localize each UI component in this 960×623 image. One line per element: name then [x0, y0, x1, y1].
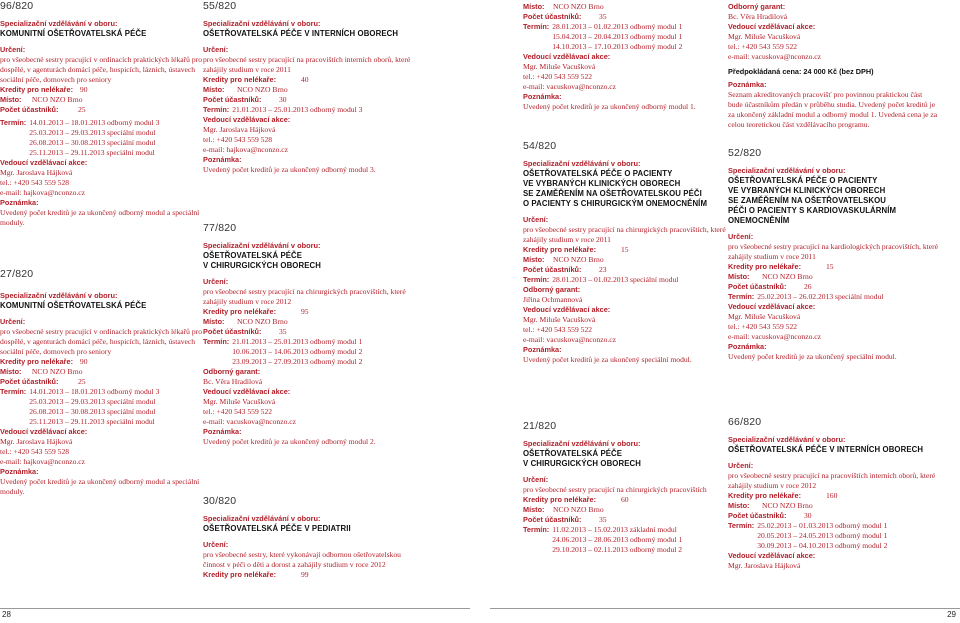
footer-rule-right — [490, 608, 960, 609]
spec-label: Specializační vzdělávání v oboru: — [203, 514, 321, 523]
term-label: Termín: — [203, 337, 230, 346]
term-label: Termín: — [203, 105, 230, 114]
purpose-text: pro všeobecné sestry pracující na chirurgických pracovištích, které zahájily studium v roce 2011 — [523, 225, 726, 244]
course-66 — [728, 416, 938, 571]
guarantor-name: Bc. Věra Hradilová — [728, 12, 788, 21]
course-title: V CHIRURGICKÝCH OBORECH — [523, 459, 641, 468]
term-date: 23.09.2013 – 27.09.2013 odborný modul 2 — [232, 357, 363, 366]
credits-label: Kredity pro nelékaře: — [0, 357, 73, 366]
note-label: Poznámka: — [728, 342, 767, 351]
guarantor-label: Odborný garant: — [203, 367, 261, 376]
participants-label: Počet účastníků: — [203, 95, 262, 104]
place-value: NCO NZO Brno — [553, 2, 604, 11]
lead-label: Vedoucí vzdělávací akce: — [728, 302, 816, 311]
course-title: PÉČI O PACIENTY S KARDIOVASKULÁRNÍM — [728, 206, 897, 215]
lead-name: Mgr. Miluše Vacušková — [523, 315, 596, 324]
course-code: 30/820 — [203, 495, 237, 507]
spec-label: Specializační vzdělávání v oboru: — [728, 435, 846, 444]
course-title: OŠETŘOVATELSKÁ PÉČE V INTERNÍCH OBORECH — [203, 29, 399, 38]
course-title: O PACIENTY S CHIRURGICKÝM ONEMOCNĚNÍM — [523, 199, 708, 208]
course-code: 77/820 — [203, 222, 237, 234]
note-label: Poznámka: — [523, 92, 562, 101]
participants-value: 25 — [78, 377, 86, 386]
purpose-text: pro všeobecné sestry pracující na pracovištích interních oborů, které zahájily studium v roce 2011 — [203, 55, 411, 74]
page-number-right: 29 — [947, 610, 956, 619]
participants-label: Počet účastníků: — [728, 511, 787, 520]
note-text: Uvedený počet kreditů je za ukončený odborný modul 1. — [523, 102, 696, 111]
lead-email: e-mail: vacuskova@nconzo.cz — [523, 82, 617, 91]
lead-label: Vedoucí vzdělávací akce: — [523, 305, 611, 314]
course-title: KOMUNITNÍ OŠETŘOVATELSKÁ PÉČE — [0, 29, 147, 38]
course-title: V CHIRURGICKÝCH OBORECH — [203, 261, 321, 270]
participants-label: Počet účastníků: — [0, 105, 59, 114]
purpose-label: Určení: — [523, 475, 549, 484]
lead-name: Mgr. Jaroslava Hájková — [0, 168, 73, 177]
lead-label: Vedoucí vzdělávací akce: — [523, 52, 611, 61]
term-label: Termín: — [728, 521, 755, 530]
term-date: 21.01.2013 – 25.01.2013 odborný modul 1 — [232, 337, 363, 346]
page-number-left: 28 — [2, 610, 11, 619]
term-date: 25.11.2013 – 29.11.2013 speciální modul — [29, 417, 155, 426]
place-label: Místo: — [0, 367, 22, 376]
course-52 — [728, 147, 938, 362]
lead-email: e-mail: vacuskova@nconzo.cz — [523, 335, 617, 344]
lead-name: Mgr. Jaroslava Hájková — [728, 561, 801, 570]
guarantor-name: Jiřina Ochmannová — [523, 295, 583, 304]
term-date: 25.03.2013 – 29.03.2013 speciální modul — [29, 128, 156, 137]
purpose-text: pro všeobecné sestry pracující v ordinacích praktických lékařů pro dospělé, v agenturách domácí péče, hospicích, lázních, ústavech sociální péče, domovech pro seniory — [0, 327, 202, 356]
note-label: Poznámka: — [203, 155, 242, 164]
credits-label: Kredity pro nelékaře: — [0, 85, 73, 94]
course-30 — [203, 495, 423, 580]
course-title: KOMUNITNÍ OŠETŘOVATELSKÁ PÉČE — [0, 301, 147, 310]
course-54 — [523, 140, 743, 365]
term-date: 11.02.2013 – 15.02.2013 základní modul — [552, 525, 677, 534]
term-date: 25.03.2013 – 29.03.2013 speciální modul — [29, 397, 156, 406]
lead-name: Mgr. Miluše Vacušková — [728, 312, 801, 321]
course-27 — [0, 268, 220, 497]
footer-rule-left — [0, 608, 470, 609]
purpose-label: Určení: — [523, 215, 549, 224]
credits-value: 90 — [79, 85, 88, 94]
place-value: NCO NZO Brno — [553, 505, 604, 514]
participants-value: 26 — [804, 282, 812, 291]
term-label: Termín: — [0, 118, 27, 127]
note-text: Uvedený počet kreditů je za ukončený odborný modul a speciální moduly. — [0, 208, 200, 227]
lead-phone: tel.: +420 543 559 528 — [0, 447, 70, 456]
term-date: 20.05.2013 – 24.05.2013 odborný modul 1 — [757, 531, 888, 540]
course-code: 66/820 — [728, 416, 762, 428]
lead-name: Mgr. Jaroslava Hájková — [203, 125, 276, 134]
note-label: Poznámka: — [0, 198, 39, 207]
participants-label: Počet účastníků: — [728, 282, 787, 291]
course-code: 52/820 — [728, 147, 762, 159]
place-label: Místo: — [523, 505, 545, 514]
purpose-label: Určení: — [728, 232, 754, 241]
participants-value: 35 — [279, 327, 287, 336]
credits-value: 95 — [301, 307, 309, 316]
purpose-text: pro všeobecné sestry pracující v ordinacích praktických lékařů pro dospělé, v agenturách domácí péče, hospicích, lázních, ústavech sociální péče, domovech pro seniory — [0, 55, 202, 84]
credits-value: 160 — [826, 491, 838, 500]
lead-phone: tel.: +420 543 559 522 — [523, 325, 593, 334]
term-label: Termín: — [523, 525, 550, 534]
note-label: Poznámka: — [203, 427, 242, 436]
participants-value: 35 — [599, 12, 607, 21]
guarantor-label: Odborný garant: — [728, 2, 786, 11]
purpose-label: Určení: — [728, 461, 754, 470]
place-label: Místo: — [203, 317, 225, 326]
purpose-text: pro všeobecné sestry pracující na chirurgických pracovištích — [523, 485, 707, 494]
purpose-text: pro všeobecné sestry pracující na kardiologických pracovištích, které zahájily studium v roce 2011 — [728, 242, 939, 261]
course-code: 55/820 — [203, 0, 237, 12]
lead-email: e-mail: hajkova@nconzo.cz — [0, 457, 86, 466]
course-title: OŠETŘOVATELSKÁ PÉČE V INTERNÍCH OBORECH — [728, 445, 924, 454]
term-date: 26.08.2013 – 30.08.2013 speciální modul — [29, 138, 156, 147]
note-label: Poznámka: — [0, 467, 39, 476]
term-date: 21.01.2013 – 25.01.2013 odborný modul 3 — [232, 105, 363, 114]
term-label: Termín: — [523, 22, 550, 31]
note-text: Uvedený počet kreditů je za ukončený odborný modul 2. — [203, 437, 376, 446]
lead-phone: tel.: +420 543 559 522 — [203, 407, 273, 416]
course-code: 54/820 — [523, 140, 557, 152]
lead-phone: tel.: +420 543 559 522 — [728, 42, 798, 51]
term-date: 14.10.2013 – 17.10.2013 odborný modul 2 — [552, 42, 683, 51]
course-21 — [523, 420, 743, 555]
spec-label: Specializační vzdělávání v oboru: — [523, 159, 641, 168]
purpose-text: pro všeobecné sestry pracující na chirurgických pracovištích, které zahájily studium v roce 2012 — [203, 287, 406, 306]
credits-label: Kredity pro nelékaře: — [523, 245, 596, 254]
place-label: Místo: — [728, 501, 750, 510]
course-title: OŠETŘOVATELSKÁ PÉČE O PACIENTY — [728, 176, 878, 185]
lead-email: e-mail: vacuskova@nconzo.cz — [203, 417, 297, 426]
course-title: OŠETŘOVATELSKÁ PÉČE O PACIENTY — [523, 169, 673, 178]
credits-value: 15 — [826, 262, 834, 271]
purpose-label: Určení: — [203, 277, 229, 286]
lead-name: Mgr. Jaroslava Hájková — [0, 437, 73, 446]
place-label: Místo: — [203, 85, 225, 94]
term-date: 14.01.2013 – 18.01.2013 odborný modul 3 — [29, 387, 160, 396]
lead-email: e-mail: hajkova@nconzo.cz — [0, 188, 86, 197]
lead-phone: tel.: +420 543 559 528 — [203, 135, 273, 144]
lead-phone: tel.: +420 543 559 528 — [0, 178, 70, 187]
course-title: OŠETŘOVATELSKÁ PÉČE — [523, 449, 623, 458]
term-date: 25.11.2013 – 29.11.2013 speciální modul — [29, 148, 155, 157]
place-value: NCO NZO Brno — [31, 95, 83, 104]
course-title: SE ZAMĚŘENÍM NA OŠETŘOVATELSKOU — [728, 196, 887, 205]
participants-value: 30 — [804, 511, 812, 520]
participants-value: 30 — [279, 95, 287, 104]
note-text: Uvedený počet kreditů je za ukončený odborný modul a speciální moduly. — [0, 477, 200, 496]
course-title: VE VYBRANÝCH KLINICKÝCH OBORECH — [728, 186, 886, 195]
note-label: Poznámka: — [728, 80, 767, 89]
course-77 — [203, 222, 423, 447]
price-text: Předpokládaná cena: 24 000 Kč (bez DPH) — [728, 67, 874, 76]
purpose-label: Určení: — [0, 317, 26, 326]
credits-label: Kredity pro nelékaře: — [203, 307, 276, 316]
course-title: ONEMOCNĚNÍM — [728, 216, 790, 225]
note-text: Seznam akreditovaných pracovišť pro povinnou praktickou část bude účastníkům předán v průběhu studia. Uvedený počet kreditů je za ukončený základní modul a odborný modul 1. Uvedená cena je za celou teoretickou část vzdělávacího programu. — [728, 90, 938, 129]
course-title: VE VYBRANÝCH KLINICKÝCH OBORECH — [523, 179, 681, 188]
lead-label: Vedoucí vzdělávací akce: — [0, 158, 88, 167]
participants-value: 25 — [78, 105, 86, 114]
lead-label: Vedoucí vzdělávací akce: — [203, 387, 291, 396]
term-date: 28.01.2013 – 01.02.2013 speciální modul — [552, 275, 679, 284]
participants-label: Počet účastníků: — [0, 377, 59, 386]
lead-email: e-mail: hajkova@nconzo.cz — [203, 145, 289, 154]
term-date: 30.09.2013 – 04.10.2013 odborný modul 2 — [757, 541, 888, 550]
term-date: 26.08.2013 – 30.08.2013 speciální modul — [29, 407, 156, 416]
note-text: Uvedený počet kreditů je za ukončený speciální modul. — [728, 352, 897, 361]
purpose-label: Určení: — [0, 45, 26, 54]
course-title: SE ZAMĚŘENÍM NA OŠETŘOVATELSKOU PÉČI — [523, 189, 702, 198]
credits-value: 60 — [621, 495, 629, 504]
place-label: Místo: — [728, 272, 750, 281]
participants-label: Počet účastníků: — [523, 12, 582, 21]
lead-label: Vedoucí vzdělávací akce: — [728, 22, 816, 31]
spec-label: Specializační vzdělávání v oboru: — [0, 19, 118, 28]
place-value: NCO NZO Brno — [762, 501, 813, 510]
note-text: Uvedený počet kreditů je za ukončený odborný modul 3. — [203, 165, 376, 174]
credits-label: Kredity pro nelékaře: — [728, 491, 801, 500]
lead-name: Mgr. Miluše Vacušková — [203, 397, 276, 406]
participants-label: Počet účastníků: — [523, 265, 582, 274]
note-label: Poznámka: — [523, 345, 562, 354]
purpose-label: Určení: — [203, 45, 229, 54]
term-date: 14.01.2013 – 18.01.2013 odborný modul 3 — [29, 118, 160, 127]
purpose-text: pro všeobecné sestry pracující na pracovištích interních oborů, které zahájily studium v roce 2012 — [728, 471, 936, 490]
credits-label: Kredity pro nelékaře: — [523, 495, 596, 504]
course-continued-2 — [728, 2, 938, 130]
note-text: Uvedený počet kreditů je za ukončený speciální modul. — [523, 355, 692, 364]
credits-label: Kredity pro nelékaře: — [203, 570, 276, 579]
credits-value: 90 — [79, 357, 88, 366]
place-label: Místo: — [0, 95, 22, 104]
course-code: 96/820 — [0, 0, 34, 12]
guarantor-name: Bc. Věra Hradilová — [203, 377, 263, 386]
lead-phone: tel.: +420 543 559 522 — [523, 72, 593, 81]
lead-label: Vedoucí vzdělávací akce: — [203, 115, 291, 124]
guarantor-label: Odborný garant: — [523, 285, 581, 294]
credits-value: 99 — [301, 570, 309, 579]
course-96 — [0, 0, 220, 228]
spec-label: Specializační vzdělávání v oboru: — [0, 291, 118, 300]
spec-label: Specializační vzdělávání v oboru: — [728, 166, 846, 175]
term-label: Termín: — [728, 292, 755, 301]
purpose-text: pro všeobecné sestry, které vykonávají odbornou ošetřovatelskou činnost v péči o děti a dorost a zahájily studium v roce 2012 — [203, 550, 401, 569]
place-value: NCO NZO Brno — [31, 367, 83, 376]
term-date: 24.06.2013 – 28.06.2013 odborný modul 1 — [552, 535, 683, 544]
term-label: Termín: — [523, 275, 550, 284]
course-code: 27/820 — [0, 268, 34, 280]
place-value: NCO NZO Brno — [237, 317, 288, 326]
place-value: NCO NZO Brno — [237, 85, 288, 94]
course-title: OŠETŘOVATELSKÁ PÉČE — [203, 251, 303, 260]
lead-phone: tel.: +420 543 559 522 — [728, 322, 798, 331]
participants-label: Počet účastníků: — [203, 327, 262, 336]
spec-label: Specializační vzdělávání v oboru: — [203, 241, 321, 250]
participants-label: Počet účastníků: — [523, 515, 582, 524]
course-code: 21/820 — [523, 420, 557, 432]
participants-value: 35 — [599, 515, 607, 524]
lead-label: Vedoucí vzdělávací akce: — [0, 427, 88, 436]
lead-name: Mgr. Miluše Vacušková — [523, 62, 596, 71]
course-title: OŠETŘOVATELSKÁ PÉČE V PEDIATRII — [203, 524, 351, 533]
purpose-label: Určení: — [203, 540, 229, 549]
lead-email: e-mail: vacuskova@nconzo.cz — [728, 332, 822, 341]
term-date: 25.02.2013 – 26.02.2013 speciální modul — [757, 292, 884, 301]
lead-label: Vedoucí vzdělávací akce: — [728, 551, 816, 560]
place-label: Místo: — [523, 255, 545, 264]
lead-email: e-mail: vacuskova@nconzo.cz — [728, 52, 822, 61]
credits-value: 40 — [301, 75, 309, 84]
place-value: NCO NZO Brno — [553, 255, 604, 264]
term-date: 25.02.2013 – 01.03.2013 odborný modul 1 — [757, 521, 888, 530]
course-continued — [523, 2, 743, 112]
spec-label: Specializační vzdělávání v oboru: — [203, 19, 321, 28]
credits-label: Kredity pro nelékaře: — [728, 262, 801, 271]
term-date: 15.04.2013 – 20.04.2013 odborný modul 1 — [552, 32, 683, 41]
credits-label: Kredity pro nelékaře: — [203, 75, 276, 84]
lead-name: Mgr. Miluše Vacušková — [728, 32, 801, 41]
term-date: 29.10.2013 – 02.11.2013 odborný modul 2 — [552, 545, 683, 554]
place-label: Místo: — [523, 2, 545, 11]
participants-value: 23 — [599, 265, 607, 274]
place-value: NCO NZO Brno — [762, 272, 813, 281]
term-date: 28.01.2013 – 01.02.2013 odborný modul 1 — [552, 22, 683, 31]
credits-value: 15 — [621, 245, 629, 254]
term-date: 10.06.2013 – 14.06.2013 odborný modul 2 — [232, 347, 363, 356]
course-55 — [203, 0, 423, 175]
term-label: Termín: — [0, 387, 27, 396]
spec-label: Specializační vzdělávání v oboru: — [523, 439, 641, 448]
